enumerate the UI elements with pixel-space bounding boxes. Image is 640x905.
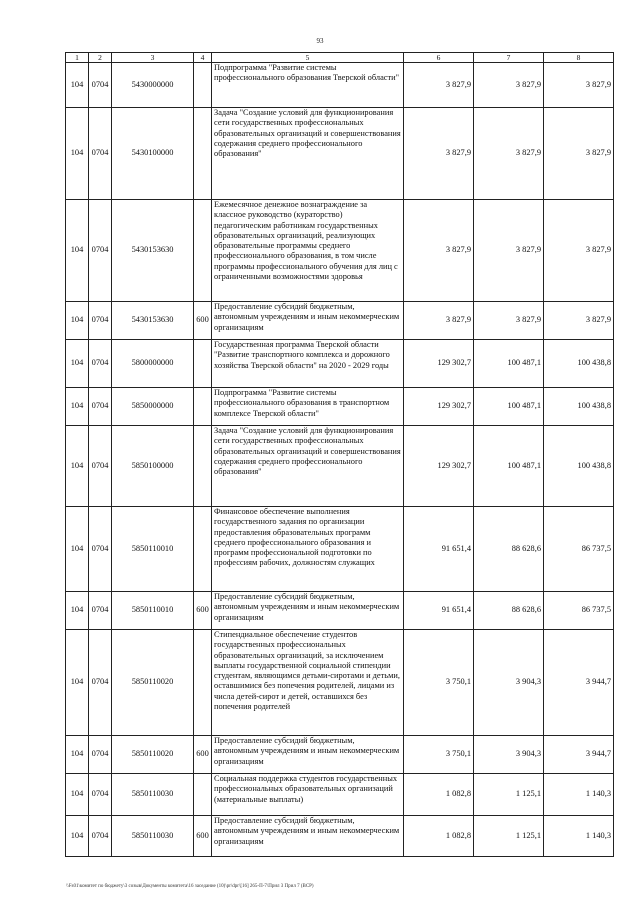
amount-column-8: 3 827,9 <box>544 63 614 108</box>
table-row <box>66 63 614 108</box>
amount-column-7: 100 487,1 <box>474 388 544 426</box>
section-code: 104 <box>66 630 89 736</box>
amount-column-8: 3 827,9 <box>544 108 614 200</box>
header-cell: 8 <box>544 53 614 63</box>
subsection-code: 0704 <box>89 816 112 857</box>
item-description: Предоставление субсидий бюджетным, автономным учреждениям и иным некоммерческим организациям <box>212 816 404 857</box>
amount-column-7: 3 827,9 <box>474 63 544 108</box>
amount-column-6: 3 750,1 <box>404 736 474 774</box>
amount-column-7: 88 628,6 <box>474 507 544 592</box>
item-description: Государственная программа Тверской области "Развитие транспортного комплекса и дорожного хозяйства Тверской области" на 2020 - 2029 годы <box>212 340 404 388</box>
amount-column-6: 3 827,9 <box>404 108 474 200</box>
subsection-code: 0704 <box>89 736 112 774</box>
subsection-code: 0704 <box>89 426 112 507</box>
amount-column-8: 3 827,9 <box>544 302 614 340</box>
table-row <box>66 592 614 630</box>
header-cell: 4 <box>194 53 212 63</box>
amount-column-8: 100 438,8 <box>544 340 614 388</box>
expense-type-code <box>194 108 212 200</box>
amount-column-6: 129 302,7 <box>404 340 474 388</box>
amount-column-8: 3 827,9 <box>544 200 614 302</box>
section-code: 104 <box>66 200 89 302</box>
target-article-code: 5430153630 <box>112 302 194 340</box>
item-description: Задача "Создание условий для функционирования сети государственных профессиональных образовательных организаций и совершенствования содержания среднего профессионального образования" <box>212 108 404 200</box>
item-description: Социальная поддержка студентов государственных профессиональных образовательных организаций (материальные выплаты) <box>212 774 404 816</box>
target-article-code: 5850110020 <box>112 630 194 736</box>
subsection-code: 0704 <box>89 630 112 736</box>
item-description: Финансовое обеспечение выполнения государственного задания по организации предоставления образовательных программ среднего профессионального образования и программ профессиональной подготовки по профессиям рабочих, должностям служащих <box>212 507 404 592</box>
item-description: Предоставление субсидий бюджетным, автономным учреждениям и иным некоммерческим организациям <box>212 592 404 630</box>
expense-type-code <box>194 340 212 388</box>
amount-column-8: 1 140,3 <box>544 774 614 816</box>
expense-type-code <box>194 388 212 426</box>
header-cell: 5 <box>212 53 404 63</box>
amount-column-6: 1 082,8 <box>404 774 474 816</box>
target-article-code: 5850110030 <box>112 816 194 857</box>
page-number: 93 <box>316 37 324 45</box>
header-row <box>66 53 614 63</box>
expense-type-code: 600 <box>194 302 212 340</box>
amount-column-8: 3 944,7 <box>544 630 614 736</box>
budget-table <box>65 52 614 857</box>
table-row <box>66 816 614 857</box>
expense-type-code: 600 <box>194 816 212 857</box>
footer-file-path: \\Fs01\комитет по бюджету\3 созыв\Документы комитета\16 заседание (10)\pr\dpr\[16] 265-П-7\Прил 3 Прил 7 (ВСР) <box>66 884 314 889</box>
amount-column-8: 86 737,5 <box>544 507 614 592</box>
amount-column-8: 3 944,7 <box>544 736 614 774</box>
amount-column-8: 1 140,3 <box>544 816 614 857</box>
section-code: 104 <box>66 507 89 592</box>
amount-column-6: 3 750,1 <box>404 630 474 736</box>
amount-column-7: 3 827,9 <box>474 108 544 200</box>
section-code: 104 <box>66 592 89 630</box>
subsection-code: 0704 <box>89 774 112 816</box>
subsection-code: 0704 <box>89 108 112 200</box>
expense-type-code <box>194 507 212 592</box>
section-code: 104 <box>66 340 89 388</box>
amount-column-6: 129 302,7 <box>404 426 474 507</box>
expense-type-code <box>194 200 212 302</box>
item-description: Предоставление субсидий бюджетным, автономным учреждениям и иным некоммерческим организациям <box>212 302 404 340</box>
header-cell: 1 <box>66 53 89 63</box>
target-article-code: 5850110010 <box>112 592 194 630</box>
amount-column-8: 100 438,8 <box>544 426 614 507</box>
target-article-code: 5430100000 <box>112 108 194 200</box>
table-row <box>66 302 614 340</box>
expense-type-code <box>194 630 212 736</box>
table-row <box>66 507 614 592</box>
table-row <box>66 774 614 816</box>
amount-column-7: 3 827,9 <box>474 200 544 302</box>
amount-column-7: 3 904,3 <box>474 736 544 774</box>
amount-column-8: 86 737,5 <box>544 592 614 630</box>
amount-column-6: 91 651,4 <box>404 507 474 592</box>
section-code: 104 <box>66 774 89 816</box>
section-code: 104 <box>66 426 89 507</box>
target-article-code: 5850110030 <box>112 774 194 816</box>
section-code: 104 <box>66 108 89 200</box>
target-article-code: 5850100000 <box>112 426 194 507</box>
subsection-code: 0704 <box>89 592 112 630</box>
section-code: 104 <box>66 388 89 426</box>
expense-type-code: 600 <box>194 736 212 774</box>
table-row <box>66 426 614 507</box>
subsection-code: 0704 <box>89 63 112 108</box>
table-row <box>66 340 614 388</box>
header-cell: 7 <box>474 53 544 63</box>
item-description: Подпрограмма "Развитие системы профессионального образования Тверской области" <box>212 63 404 108</box>
amount-column-7: 3 827,9 <box>474 302 544 340</box>
amount-column-7: 1 125,1 <box>474 816 544 857</box>
amount-column-8: 100 438,8 <box>544 388 614 426</box>
amount-column-6: 3 827,9 <box>404 200 474 302</box>
table-row <box>66 388 614 426</box>
header-cell: 6 <box>404 53 474 63</box>
header-cell: 2 <box>89 53 112 63</box>
subsection-code: 0704 <box>89 200 112 302</box>
section-code: 104 <box>66 736 89 774</box>
target-article-code: 5800000000 <box>112 340 194 388</box>
amount-column-6: 3 827,9 <box>404 302 474 340</box>
item-description: Подпрограмма "Развитие системы профессионального образования в транспортном комплексе Тверской области" <box>212 388 404 426</box>
table-row <box>66 736 614 774</box>
subsection-code: 0704 <box>89 388 112 426</box>
item-description: Ежемесячное денежное вознаграждение за классное руководство (кураторство) педагогическим работникам государственных образовательных организаций, реализующих образовательные программы среднего профессионального образования, в том числе программы профессионального обучения для лиц с ограниченными возможностями здоровья <box>212 200 404 302</box>
amount-column-6: 1 082,8 <box>404 816 474 857</box>
amount-column-6: 91 651,4 <box>404 592 474 630</box>
amount-column-6: 3 827,9 <box>404 63 474 108</box>
section-code: 104 <box>66 816 89 857</box>
target-article-code: 5850110020 <box>112 736 194 774</box>
expense-type-code <box>194 63 212 108</box>
item-description: Задача "Создание условий для функционирования сети государственных профессиональных образовательных организаций и совершенствования содержания среднего профессионального образования" <box>212 426 404 507</box>
target-article-code: 5430153630 <box>112 200 194 302</box>
subsection-code: 0704 <box>89 340 112 388</box>
item-description: Предоставление субсидий бюджетным, автономным учреждениям и иным некоммерческим организациям <box>212 736 404 774</box>
section-code: 104 <box>66 63 89 108</box>
amount-column-6: 129 302,7 <box>404 388 474 426</box>
table-row <box>66 200 614 302</box>
amount-column-7: 88 628,6 <box>474 592 544 630</box>
target-article-code: 5850110010 <box>112 507 194 592</box>
subsection-code: 0704 <box>89 302 112 340</box>
target-article-code: 5430000000 <box>112 63 194 108</box>
amount-column-7: 1 125,1 <box>474 774 544 816</box>
amount-column-7: 100 487,1 <box>474 426 544 507</box>
section-code: 104 <box>66 302 89 340</box>
expense-type-code <box>194 426 212 507</box>
target-article-code: 5850000000 <box>112 388 194 426</box>
amount-column-7: 100 487,1 <box>474 340 544 388</box>
expense-type-code: 600 <box>194 592 212 630</box>
expense-type-code <box>194 774 212 816</box>
amount-column-7: 3 904,3 <box>474 630 544 736</box>
item-description: Стипендиальное обеспечение студентов государственных профессиональных образовательных организаций, за исключением выплаты государственной социальной стипендии студентам, являющимся детьми-сиротами и детьми, оставшимися без попечения родителей, лицами из числа детей-сирот и детей, оставшихся без попечения родителей <box>212 630 404 736</box>
subsection-code: 0704 <box>89 507 112 592</box>
table-row <box>66 630 614 736</box>
header-cell: 3 <box>112 53 194 63</box>
table-row <box>66 108 614 200</box>
